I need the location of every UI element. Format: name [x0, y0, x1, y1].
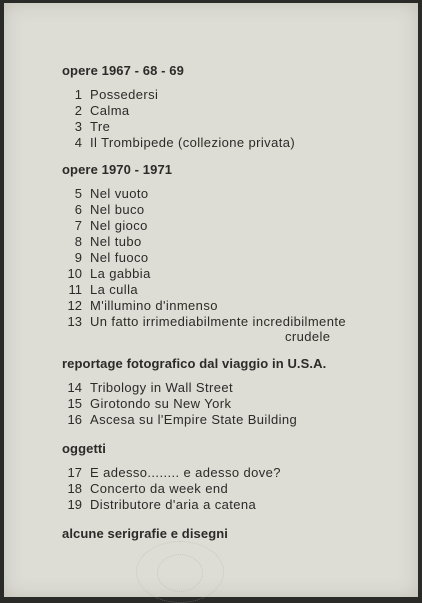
- item-title: Calma: [90, 103, 130, 118]
- item-number: 19: [67, 497, 82, 512]
- item-title: E adesso........ e adesso dove?: [90, 465, 281, 480]
- item-number: 14: [67, 380, 82, 395]
- item-title: Il Trombipede (collezione privata): [90, 135, 296, 150]
- item-number: 3: [74, 119, 82, 134]
- item-number: 10: [67, 266, 82, 281]
- item-number: 8: [74, 234, 82, 249]
- item-number: 16: [67, 412, 82, 427]
- item-title: Nel fuoco: [90, 250, 149, 265]
- section-heading: opere 1967 - 68 - 69: [62, 63, 184, 78]
- item-title: Nel vuoto: [90, 186, 149, 201]
- item-number: 7: [74, 218, 82, 233]
- item-number: 4: [74, 135, 82, 150]
- item-title: Distributore d'aria a catena: [90, 497, 257, 512]
- item-title: M'illumino d'inmenso: [90, 298, 218, 313]
- item-title: Un fatto irrimediabilmente incredibilmente: [90, 314, 346, 329]
- section-heading: reportage fotografico dal viaggio in U.S.A.: [62, 356, 327, 371]
- item-title: La culla: [90, 282, 139, 297]
- item-title: Tribology in Wall Street: [90, 380, 234, 395]
- item-title: Tre: [90, 119, 111, 134]
- item-number: 2: [74, 103, 82, 118]
- item-title: Possedersi: [90, 87, 159, 102]
- item-title: Concerto da week end: [90, 481, 229, 496]
- item-number: 15: [67, 396, 82, 411]
- item-title: Nel gioco: [90, 218, 148, 233]
- item-title: Girotondo su New York: [90, 396, 232, 411]
- section-heading: alcune serigrafie e disegni: [62, 526, 228, 541]
- item-number: 12: [67, 298, 82, 313]
- item-title: Nel buco: [90, 202, 145, 217]
- catalog-page: [4, 3, 418, 597]
- item-title: Nel tubo: [90, 234, 142, 249]
- item-number: 18: [67, 481, 82, 496]
- section-heading: oggetti: [62, 441, 107, 456]
- item-title: La gabbia: [90, 266, 151, 281]
- item-number: 9: [74, 250, 82, 265]
- item-number: 11: [68, 282, 82, 297]
- item-title: Ascesa su l'Empire State Building: [90, 412, 298, 427]
- embossed-seal: [136, 541, 224, 603]
- item-title-continuation: crudele: [285, 329, 331, 344]
- item-number: 13: [67, 314, 82, 329]
- item-number: 1: [74, 87, 82, 102]
- item-number: 17: [67, 465, 82, 480]
- item-number: 6: [74, 202, 82, 217]
- section-heading: opere 1970 - 1971: [62, 162, 173, 177]
- item-number: 5: [74, 186, 82, 201]
